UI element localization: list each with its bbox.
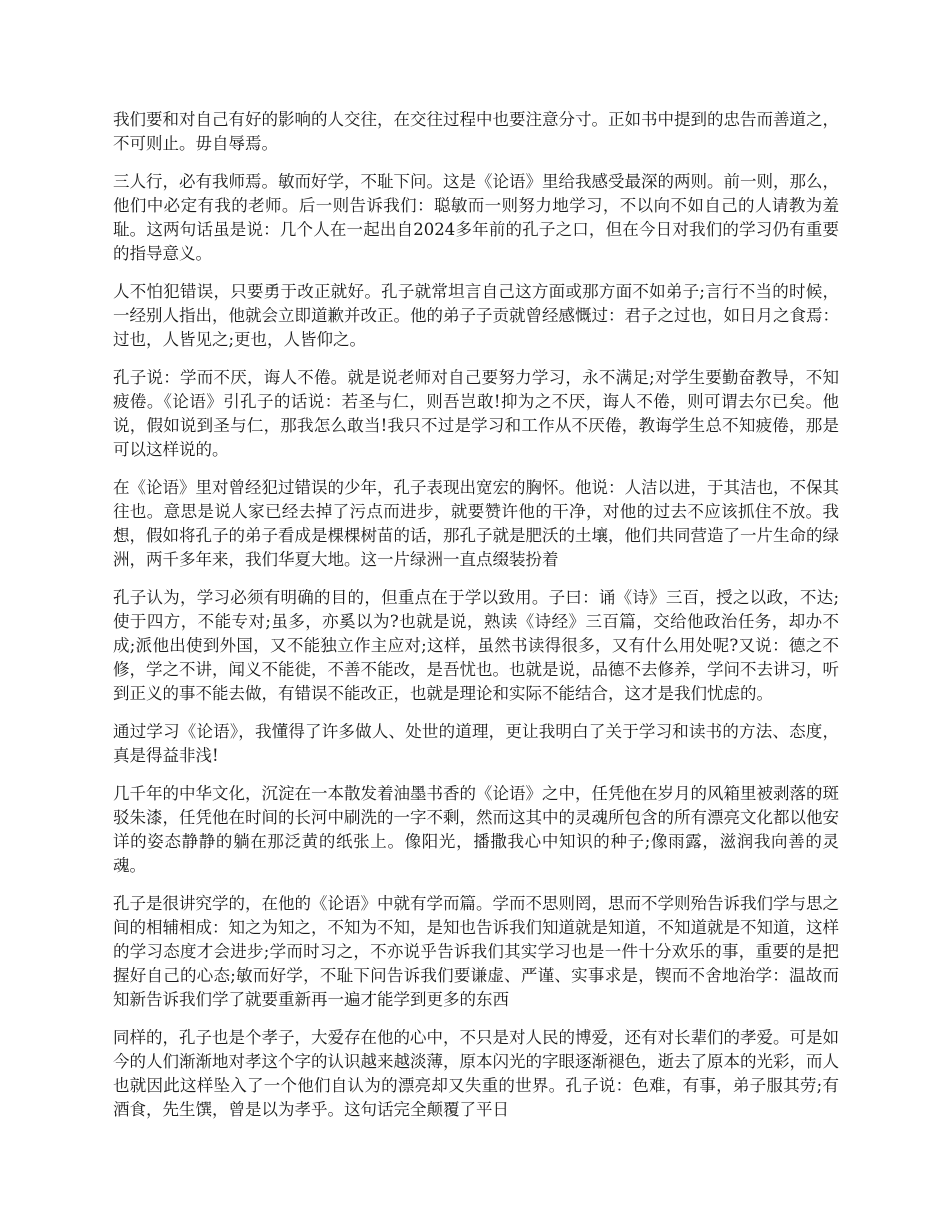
document-body [113, 108, 839, 1136]
paragraph-6: 孔子认为，学习必须有明确的目的，但重点在于学以致用。子曰：诵《诗》三百，授之以政，不达;使于四方，不能专对;虽多，亦奚以为?也就是说，熟读《诗经》三百篇，交给他政治任务，却办不成;派他出使到外国，又不能独立作主应对;这样，虽然书读得很多，又有什么用处呢?又说：德之不修，学之不讲，闻义不能徙，不善不能改，是吾忧也。也就是说，品德不去修养，学问不去讲习，听到正义的事不能去做，有错误不能改正，也就是理论和实际不能结合，这才是我们忧虑的。 [113, 588, 839, 703]
paragraph-4: 孔子说：学而不厌，诲人不倦。就是说老师对自己要努力学习，永不满足;对学生要勤奋教导，不知疲倦。《论语》引孔子的话说：若圣与仁，则吾岂敢!抑为之不厌，诲人不倦，则可谓去尔已矣。他说，假如说到圣与仁，那我怎么敢当!我只不过是学习和工作从不厌倦，教诲学生总不知疲倦，那是可以这样说的。 [113, 368, 839, 459]
paragraph-9: 孔子是很讲究学的，在他的《论语》中就有学而篇。学而不思则罔，思而不学则殆告诉我们学与思之间的相辅相成：知之为知之，不知为不知，是知也告诉我们知道就是知道，不知道就是不知道，这样的学习态度才会进步;学而时习之，不亦说乎告诉我们其实学习也是一件十分欢乐的事，重要的是把握好自己的心态;敏而好学，不耻下问告诉我们要谦虚、严谨、实事求是，锲而不舍地治学：温故而知新告诉我们学了就要重新再一遍才能学到更多的东西 [113, 894, 839, 1009]
paragraph-2: 三人行，必有我师焉。敏而好学，不耻下问。这是《论语》里给我感受最深的两则。前一则，那么，他们中必定有我的老师。后一则告诉我们：聪敏而一则努力地学习，不以向不如自己的人请教为羞耻。这两句话虽是说：几个人在一起出自2024多年前的孔子之口，但在今日对我们的学习仍有重要的指导意义。 [113, 172, 839, 263]
paragraph-10: 同样的，孔子也是个孝子，大爱存在他的心中，不只是对人民的博爱，还有对长辈们的孝爱。可是如今的人们渐渐地对孝这个字的认识越来越淡薄，原本闪光的字眼逐渐褪色，逝去了原本的光彩，而人也就因此这样坠入了一个他们自认为的漂亮却又失重的世界。孔子说：色难，有事，弟子服其劳;有酒食，先生馔，曾是以为孝乎。这句话完全颠覆了平日 [113, 1028, 839, 1119]
paragraph-1: 我们要和对自己有好的影响的人交往，在交往过程中也要注意分寸。正如书中提到的忠告而善道之，不可则止。毋自辱焉。 [113, 110, 839, 153]
paragraph-7: 通过学习《论语》，我懂得了许多做人、处世的道理，更让我明白了关于学习和读书的方法、态度，真是得益非浅! [113, 722, 839, 765]
paragraph-8: 几千年的中华文化，沉淀在一本散发着油墨书香的《论语》之中，任凭他在岁月的风箱里被剥落的斑驳朱漆，任凭他在时间的长河中刷洗的一字不剩，然而这其中的灵魂所包含的所有漂亮文化都以他安详的姿态静静的躺在那泛黄的纸张上。像阳光，播撒我心中知识的种子;像雨露，滋润我向善的灵魂。 [113, 784, 839, 875]
paragraph-5: 在《论语》里对曾经犯过错误的少年，孔子表现出宽宏的胸怀。他说：人洁以进，于其洁也，不保其往也。意思是说人家已经去掉了污点而进步，就要赞许他的干净，对他的过去不应该抓住不放。我想，假如将孔子的弟子看成是棵棵树苗的话，那孔子就是肥沃的土壤，他们共同营造了一片生命的绿洲，两千多年来，我们华夏大地。这一片绿洲一直点缀装扮着 [113, 478, 839, 569]
paragraph-3: 人不怕犯错误，只要勇于改正就好。孔子就常坦言自己这方面或那方面不如弟子;言行不当的时候，一经别人指出，他就会立即道歉并改正。他的弟子子贡就曾经感慨过：君子之过也，如日月之食焉：过也，人皆见之;更也，人皆仰之。 [113, 282, 839, 349]
